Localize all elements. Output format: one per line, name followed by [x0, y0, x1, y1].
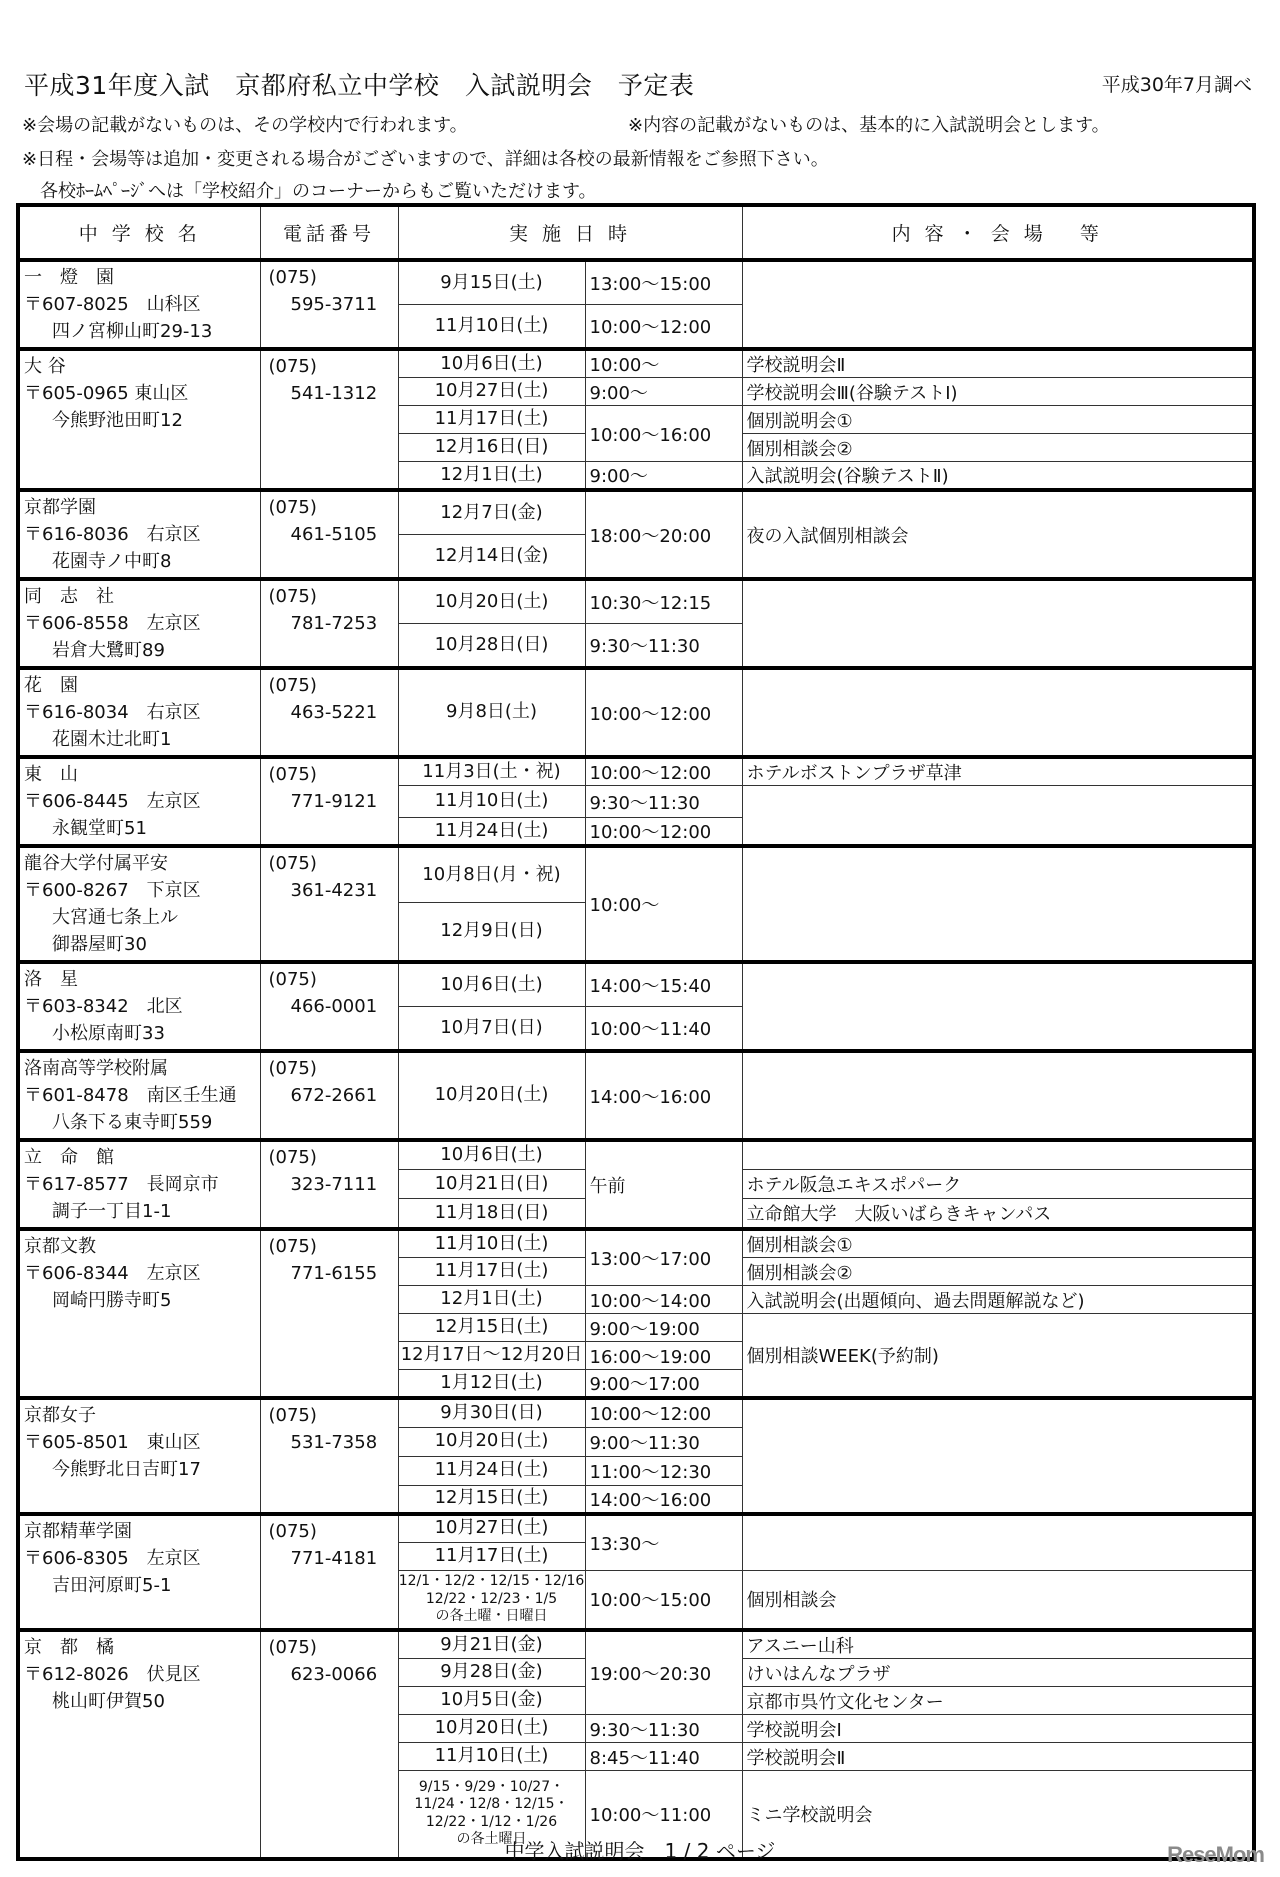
event-time: 9:00～17:00	[585, 1370, 742, 1399]
event-content: 学校説明会Ⅱ	[742, 1743, 1254, 1771]
school-address-line2: 花園寺ノ中町8	[52, 551, 172, 572]
school-address-line2: 大宮通七条上ル	[52, 907, 178, 928]
event-time: 9:00～11:30	[585, 1427, 742, 1456]
event-time: 16:00～19:00	[585, 1342, 742, 1370]
school-address-line2: 四ノ宮柳山町29-13	[52, 321, 213, 342]
phone-cell	[260, 1051, 398, 1140]
phone-number: 466-0001	[290, 996, 378, 1017]
school-cell	[18, 1140, 260, 1229]
event-content: 学校説明会Ⅱ	[742, 349, 1254, 378]
event-time: 10:00～	[585, 349, 742, 378]
event-content: 京都市呉竹文化センター	[742, 1687, 1254, 1715]
event-date: 10月20日(土)	[398, 1715, 585, 1743]
school-name: 龍谷大学付属平安	[24, 853, 168, 874]
event-content: ミニ学校説明会	[742, 1771, 1254, 1859]
event-content: 学校説明会Ⅰ	[742, 1715, 1254, 1743]
phone-cell	[260, 1398, 398, 1514]
school-cell	[18, 1398, 260, 1514]
school-name: 京都女子	[24, 1405, 96, 1426]
phone-number: 595-3711	[290, 294, 378, 315]
school-name: 洛 星	[24, 969, 78, 990]
event-time: 10:00～12:00	[585, 818, 742, 847]
phone-number: 781-7253	[290, 613, 378, 634]
area-code: (075)	[268, 853, 317, 874]
school-address-line2: 今熊野北日吉町17	[52, 1459, 201, 1480]
school-cell	[18, 1229, 260, 1398]
event-content	[742, 786, 1254, 847]
school-name: 京都文教	[24, 1236, 96, 1257]
table-row	[18, 579, 1254, 624]
table-row	[18, 1514, 1254, 1542]
event-date: 10月6日(土)	[398, 1140, 585, 1169]
event-content: 個別説明会①	[742, 406, 1254, 434]
area-code: (075)	[268, 1405, 317, 1426]
event-date: 11月24日(土)	[398, 818, 585, 847]
event-date: 10月27日(土)	[398, 378, 585, 406]
event-date: 11月10日(土)	[398, 1229, 585, 1258]
col-header-datetime: 実 施 日 時	[398, 205, 742, 260]
event-time: 18:00～20:00	[585, 490, 742, 579]
event-time: 10:00～11:00	[585, 1771, 742, 1859]
area-code: (075)	[268, 764, 317, 785]
school-cell	[18, 579, 260, 668]
table-row	[18, 1630, 1254, 1659]
school-cell	[18, 490, 260, 579]
event-time: 10:00～11:40	[585, 1007, 742, 1052]
event-time: 9:30～11:30	[585, 624, 742, 669]
school-block	[18, 1229, 1254, 1398]
table-row	[18, 260, 1254, 305]
event-date: 12月9日(日)	[398, 903, 585, 962]
event-date: 12/1・12/2・12/15・12/16 12/22・12/23・1/5 の各土曜・日曜日	[398, 1570, 585, 1630]
school-block	[18, 349, 1254, 490]
event-time: 10:00～15:00	[585, 1570, 742, 1630]
school-block	[18, 1630, 1254, 1859]
event-date: 10月27日(土)	[398, 1514, 585, 1542]
event-date: 11月3日(土・祝)	[398, 757, 585, 786]
school-address-line2: 岩倉大鷺町89	[52, 640, 165, 661]
table-row	[18, 349, 1254, 378]
resemom-logo: ReseMom	[1167, 1842, 1264, 1867]
school-name: 大 谷	[24, 356, 66, 377]
event-date: 9月21日(金)	[398, 1630, 585, 1659]
school-block	[18, 579, 1254, 668]
event-content	[742, 668, 1254, 757]
school-address-line1: 〒606-8558 左京区	[24, 613, 201, 634]
event-date: 10月20日(土)	[398, 1051, 585, 1140]
event-time: 13:30～	[585, 1514, 742, 1570]
school-name: 京 都 橘	[24, 1637, 114, 1658]
event-date: 10月20日(土)	[398, 1427, 585, 1456]
school-block	[18, 846, 1254, 962]
school-cell	[18, 1514, 260, 1630]
area-code: (075)	[268, 1236, 317, 1257]
school-address-line1: 〒600-8267 下京区	[24, 880, 201, 901]
event-content: 立命館大学 大阪いばらきキャンパス	[742, 1199, 1254, 1229]
school-name: 京都精華学園	[24, 1521, 132, 1542]
school-address-line2: 岡崎円勝寺町5	[52, 1290, 172, 1311]
school-name: 花 園	[24, 675, 78, 696]
school-block	[18, 962, 1254, 1051]
school-block	[18, 1140, 1254, 1229]
event-content: 個別相談会②	[742, 434, 1254, 462]
phone-number: 771-4181	[290, 1548, 378, 1569]
event-date: 12月15日(土)	[398, 1314, 585, 1342]
school-name: 京都学園	[24, 497, 96, 518]
event-date: 1月12日(土)	[398, 1370, 585, 1399]
event-date: 9月8日(土)	[398, 668, 585, 757]
event-time: 10:00～14:00	[585, 1286, 742, 1314]
event-time: 14:00～15:40	[585, 962, 742, 1007]
event-time: 10:00～12:00	[585, 668, 742, 757]
phone-cell	[260, 1229, 398, 1398]
event-time: 14:00～16:00	[585, 1485, 742, 1514]
area-code: (075)	[268, 675, 317, 696]
school-cell	[18, 349, 260, 490]
school-address-line1: 〒612-8026 伏見区	[24, 1664, 201, 1685]
event-date: 10月28日(日)	[398, 624, 585, 669]
table-row	[18, 1051, 1254, 1140]
event-date: 10月8日(月・祝)	[398, 846, 585, 903]
school-address-line1: 〒601-8478 南区壬生通	[24, 1085, 237, 1106]
event-date: 11月17日(土)	[398, 1542, 585, 1570]
col-header-content: 内 容 ・ 会 場 等	[742, 205, 1254, 260]
table-row	[18, 1398, 1254, 1427]
event-content	[742, 962, 1254, 1051]
phone-number: 361-4231	[290, 880, 378, 901]
event-date: 12月7日(金)	[398, 490, 585, 535]
event-time: 9:30～11:30	[585, 786, 742, 818]
school-address-line1: 〒616-8036 右京区	[24, 524, 201, 545]
school-cell	[18, 962, 260, 1051]
page-title: 平成31年度入試 京都府私立中学校 入試説明会 予定表	[24, 71, 695, 100]
page-footer: 中学入試説明会 1 / 2 ページ	[504, 1839, 776, 1863]
school-address-line2: 調子一丁目1-1	[52, 1201, 172, 1222]
school-name: 洛南高等学校附属	[24, 1058, 168, 1079]
school-name: 一 燈 園	[24, 267, 114, 288]
table-row	[18, 668, 1254, 757]
school-cell	[18, 757, 260, 846]
event-content: ホテル阪急エキスポパーク	[742, 1169, 1254, 1198]
event-date: 11月18日(日)	[398, 1199, 585, 1229]
school-address-line2: 八条下る東寺町559	[52, 1112, 213, 1133]
event-content: 個別相談会	[742, 1570, 1254, 1630]
schedule-table	[16, 203, 1256, 1861]
table-row	[18, 962, 1254, 1007]
area-code: (075)	[268, 1637, 317, 1658]
phone-number: 463-5221	[290, 702, 378, 723]
event-time: 13:00～17:00	[585, 1229, 742, 1286]
event-time: 午前	[585, 1140, 742, 1229]
event-time: 13:00～15:00	[585, 260, 742, 305]
event-date: 9月30日(日)	[398, 1398, 585, 1427]
event-time: 10:30～12:15	[585, 579, 742, 624]
phone-number: 771-9121	[290, 791, 378, 812]
phone-cell	[260, 757, 398, 846]
event-time: 10:00～	[585, 846, 742, 962]
event-date: 12月17日～12月20日	[398, 1342, 585, 1370]
school-address-line1: 〒606-8344 左京区	[24, 1263, 201, 1284]
area-code: (075)	[268, 1058, 317, 1079]
school-cell	[18, 1630, 260, 1859]
phone-number: 623-0066	[290, 1664, 378, 1685]
phone-number: 541-1312	[290, 383, 378, 404]
area-code: (075)	[268, 497, 317, 518]
event-time: 11:00～12:30	[585, 1456, 742, 1485]
school-name: 東 山	[24, 764, 78, 785]
event-date: 9月15日(土)	[398, 260, 585, 305]
phone-number: 672-2661	[290, 1085, 378, 1106]
school-address-line1: 〒607-8025 山科区	[24, 294, 201, 315]
event-content: 夜の入試個別相談会	[742, 490, 1254, 579]
event-date: 9/15・9/29・10/27・ 11/24・12/8・12/15・ 12/22・1/12・1/26 の各土曜日	[398, 1771, 585, 1859]
table-row	[18, 757, 1254, 786]
school-name: 立 命 館	[24, 1147, 114, 1168]
event-content: 入試説明会(谷験テストⅡ)	[742, 462, 1254, 491]
table-row	[18, 846, 1254, 903]
event-content	[742, 1140, 1254, 1169]
school-block	[18, 668, 1254, 757]
phone-cell	[260, 1514, 398, 1630]
event-date: 10月7日(日)	[398, 1007, 585, 1052]
event-time: 8:45～11:40	[585, 1743, 742, 1771]
school-address-line2: 吉田河原町5-1	[52, 1575, 172, 1596]
event-content: 学校説明会Ⅲ(谷験テストⅠ)	[742, 378, 1254, 406]
school-block	[18, 490, 1254, 579]
school-address-line1: 〒616-8034 右京区	[24, 702, 201, 723]
event-date: 12月16日(日)	[398, 434, 585, 462]
event-date: 11月17日(土)	[398, 406, 585, 434]
school-cell	[18, 1051, 260, 1140]
event-date: 11月10日(土)	[398, 786, 585, 818]
event-date: 10月20日(土)	[398, 579, 585, 624]
school-address-line2: 永観堂町51	[52, 818, 147, 839]
school-block	[18, 1051, 1254, 1140]
event-date: 10月6日(土)	[398, 349, 585, 378]
event-time: 10:00～16:00	[585, 406, 742, 462]
event-date: 12月15日(土)	[398, 1485, 585, 1514]
school-address-line1: 〒605-8501 東山区	[24, 1432, 201, 1453]
event-time: 9:00～	[585, 378, 742, 406]
event-time: 10:00～12:00	[585, 757, 742, 786]
event-content	[742, 1051, 1254, 1140]
school-address-line3: 御器屋町30	[52, 934, 147, 955]
school-block	[18, 1514, 1254, 1630]
phone-number: 323-7111	[290, 1174, 378, 1195]
event-time: 19:00～20:30	[585, 1630, 742, 1715]
event-time: 10:00～12:00	[585, 1398, 742, 1427]
event-time: 14:00～16:00	[585, 1051, 742, 1140]
area-code: (075)	[268, 1521, 317, 1542]
note-content: ※内容の記載がないものは、基本的に入試説明会とします。	[628, 115, 1110, 136]
note-homepage: 各校ﾎｰﾑﾍﾟｰｼﾞへは「学校紹介」のコーナーからもご覧いただけます。	[40, 181, 597, 202]
phone-cell	[260, 579, 398, 668]
event-time: 10:00～12:00	[585, 305, 742, 350]
area-code: (075)	[268, 969, 317, 990]
phone-cell	[260, 846, 398, 962]
school-block	[18, 1398, 1254, 1514]
event-content	[742, 846, 1254, 962]
phone-cell	[260, 1140, 398, 1229]
event-content: けいはんなプラザ	[742, 1659, 1254, 1687]
event-content	[742, 1514, 1254, 1570]
school-address-line2: 今熊野池田町12	[52, 410, 183, 431]
phone-cell	[260, 1630, 398, 1859]
school-cell	[18, 260, 260, 349]
phone-number: 461-5105	[290, 524, 378, 545]
event-content	[742, 579, 1254, 668]
phone-cell	[260, 962, 398, 1051]
event-content: ホテルボストンプラザ草津	[742, 757, 1254, 786]
area-code: (075)	[268, 1147, 317, 1168]
table-row	[18, 1229, 1254, 1258]
area-code: (075)	[268, 586, 317, 607]
area-code: (075)	[268, 356, 317, 377]
event-content: 入試説明会(出題傾向、過去問題解説など)	[742, 1286, 1254, 1314]
event-content: 個別相談会①	[742, 1229, 1254, 1258]
event-date: 12月1日(土)	[398, 1286, 585, 1314]
event-date: 11月17日(土)	[398, 1258, 585, 1286]
note-venue: ※会場の記載がないものは、その学校内で行われます。	[22, 115, 468, 136]
school-name: 同 志 社	[24, 586, 114, 607]
school-block	[18, 260, 1254, 349]
event-date: 10月21日(日)	[398, 1169, 585, 1198]
school-address-line2: 桃山町伊賀50	[52, 1691, 165, 1712]
phone-cell	[260, 668, 398, 757]
phone-cell	[260, 260, 398, 349]
event-content	[742, 1398, 1254, 1514]
col-header-school: 中 学 校 名	[18, 205, 260, 260]
col-header-phone: 電話番号	[260, 205, 398, 260]
event-date: 11月10日(土)	[398, 305, 585, 350]
table-row	[18, 1140, 1254, 1169]
event-date: 10月5日(金)	[398, 1687, 585, 1715]
school-address-line1: 〒603-8342 北区	[24, 996, 183, 1017]
event-content: アスニー山科	[742, 1630, 1254, 1659]
school-address-line1: 〒617-8577 長岡京市	[24, 1174, 219, 1195]
school-address-line1: 〒606-8305 左京区	[24, 1548, 201, 1569]
table-row	[18, 490, 1254, 535]
event-date: 10月6日(土)	[398, 962, 585, 1007]
survey-date: 平成30年7月調べ	[1101, 74, 1252, 96]
school-address-line2: 花園木辻北町1	[52, 729, 172, 750]
school-address-line2: 小松原南町33	[52, 1023, 165, 1044]
phone-cell	[260, 490, 398, 579]
event-date: 9月28日(金)	[398, 1659, 585, 1687]
event-date: 11月24日(土)	[398, 1456, 585, 1485]
event-content: 個別相談WEEK(予約制)	[742, 1314, 1254, 1399]
event-time: 9:00～19:00	[585, 1314, 742, 1342]
school-cell	[18, 668, 260, 757]
table-header-row	[18, 205, 1254, 260]
event-content: 個別相談会②	[742, 1258, 1254, 1286]
event-content	[742, 260, 1254, 349]
phone-number: 531-7358	[290, 1432, 378, 1453]
area-code: (075)	[268, 267, 317, 288]
event-date: 12月14日(金)	[398, 535, 585, 580]
school-address-line1: 〒605-0965 東山区	[24, 383, 189, 404]
school-cell	[18, 846, 260, 962]
note-changes: ※日程・会場等は追加・変更される場合がございますので、詳細は各校の最新情報をご参照下さい。	[22, 149, 829, 170]
event-time: 9:30～11:30	[585, 1715, 742, 1743]
school-block	[18, 757, 1254, 846]
school-address-line1: 〒606-8445 左京区	[24, 791, 201, 812]
event-time: 9:00～	[585, 462, 742, 491]
phone-number: 771-6155	[290, 1263, 378, 1284]
phone-cell	[260, 349, 398, 490]
event-date: 11月10日(土)	[398, 1743, 585, 1771]
event-date: 12月1日(土)	[398, 462, 585, 491]
